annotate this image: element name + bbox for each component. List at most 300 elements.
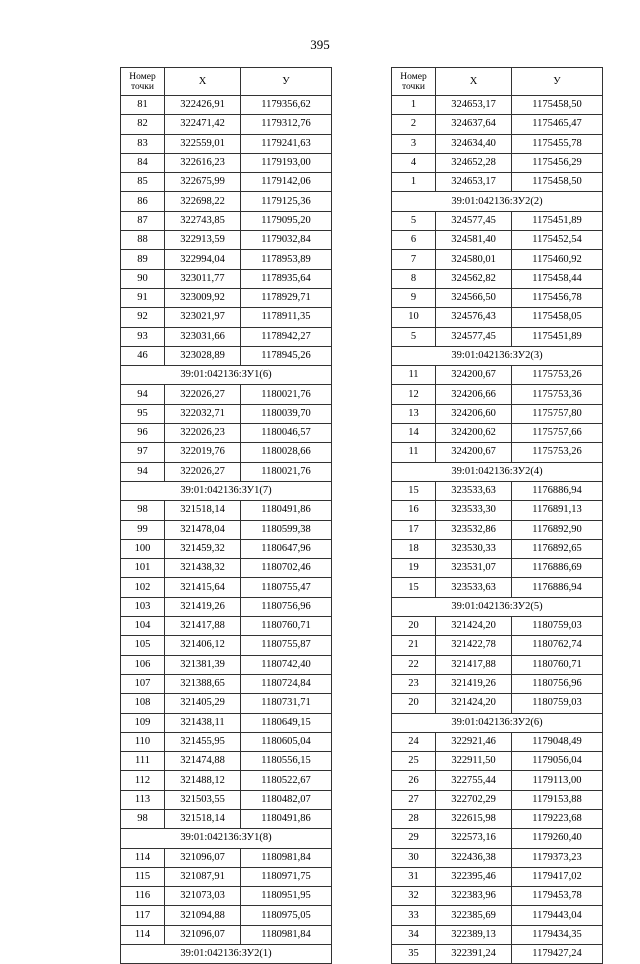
table-row [121,887,332,906]
point-number-cell: 19 [392,559,436,578]
y-coordinate-cell: 1178942,27 [241,327,332,346]
y-coordinate-cell: 1180755,47 [241,578,332,597]
point-number-cell: 34 [392,925,436,944]
table-row [121,713,332,732]
section-row [121,829,332,848]
x-coordinate-cell: 323009,92 [165,288,241,307]
x-coordinate-cell: 324637,64 [436,115,512,134]
x-coordinate-cell: 324200,62 [436,424,512,443]
point-number-cell: 26 [392,771,436,790]
y-coordinate-cell: 1179417,02 [512,867,603,886]
table-header-row [121,68,332,96]
x-coordinate-cell: 321518,14 [165,809,241,828]
y-coordinate-cell: 1180759,03 [512,617,603,636]
x-coordinate-cell: 321388,65 [165,674,241,693]
table-row [392,771,603,790]
table-row [121,192,332,211]
y-coordinate-cell: 1180756,96 [241,597,332,616]
table-row [121,539,332,558]
header-y: У [512,68,603,96]
table-row [121,771,332,790]
x-coordinate-cell: 321381,39 [165,655,241,674]
x-coordinate-cell: 324577,45 [436,211,512,230]
point-number-cell: 114 [121,848,165,867]
table-row [121,906,332,925]
y-coordinate-cell: 1175757,80 [512,404,603,423]
table-row [121,867,332,886]
x-coordinate-cell: 321488,12 [165,771,241,790]
x-coordinate-cell: 323532,86 [436,520,512,539]
point-number-cell: 21 [392,636,436,655]
table-row [121,288,332,307]
y-coordinate-cell: 1179373,23 [512,848,603,867]
y-coordinate-cell: 1180756,96 [512,674,603,693]
y-coordinate-cell: 1179125,36 [241,192,332,211]
table-row [392,173,603,192]
y-coordinate-cell: 1180724,84 [241,674,332,693]
x-coordinate-cell: 321478,04 [165,520,241,539]
table-row [121,153,332,172]
x-coordinate-cell: 324653,17 [436,96,512,115]
x-coordinate-cell: 321415,64 [165,578,241,597]
table-row [121,424,332,443]
table-header-row [392,68,603,96]
x-coordinate-cell: 322913,59 [165,231,241,250]
table-row [392,231,603,250]
x-coordinate-cell: 321474,88 [165,752,241,771]
y-coordinate-cell: 1180649,15 [241,713,332,732]
x-coordinate-cell: 322026,27 [165,385,241,404]
point-number-cell: 31 [392,867,436,886]
point-number-cell: 112 [121,771,165,790]
x-coordinate-cell: 322698,22 [165,192,241,211]
y-coordinate-cell: 1179142,06 [241,173,332,192]
x-coordinate-cell: 322471,42 [165,115,241,134]
y-coordinate-cell: 1180021,76 [241,385,332,404]
x-coordinate-cell: 322755,44 [436,771,512,790]
point-number-cell: 99 [121,520,165,539]
y-coordinate-cell: 1180755,87 [241,636,332,655]
y-coordinate-cell: 1176886,69 [512,559,603,578]
y-coordinate-cell: 1176892,65 [512,539,603,558]
point-number-cell: 100 [121,539,165,558]
x-coordinate-cell: 321438,32 [165,559,241,578]
table-row [392,732,603,751]
x-coordinate-cell: 321419,26 [165,597,241,616]
x-coordinate-cell: 322383,96 [436,887,512,906]
y-coordinate-cell: 1179241,63 [241,134,332,153]
table-row [392,481,603,500]
table-row [392,887,603,906]
point-number-cell: 102 [121,578,165,597]
table-row [392,153,603,172]
section-row [121,481,332,500]
table-row [392,288,603,307]
point-number-cell: 14 [392,424,436,443]
x-coordinate-cell: 321096,07 [165,925,241,944]
y-coordinate-cell: 1180742,40 [241,655,332,674]
y-coordinate-cell: 1175456,78 [512,288,603,307]
y-coordinate-cell: 1180951,95 [241,887,332,906]
y-coordinate-cell: 1179223,68 [512,809,603,828]
point-number-cell: 2 [392,115,436,134]
x-coordinate-cell: 322032,71 [165,404,241,423]
table-row [392,539,603,558]
x-coordinate-cell: 324576,43 [436,308,512,327]
table-row [392,96,603,115]
section-label: 39:01:042136:ЗУ2(3) [392,346,603,365]
point-number-cell: 4 [392,153,436,172]
point-number-cell: 92 [121,308,165,327]
x-coordinate-cell: 322019,76 [165,443,241,462]
y-coordinate-cell: 1180760,71 [241,617,332,636]
x-coordinate-cell: 321087,91 [165,867,241,886]
point-number-cell: 22 [392,655,436,674]
x-coordinate-cell: 322559,01 [165,134,241,153]
point-number-cell: 110 [121,732,165,751]
table-row [392,385,603,404]
y-coordinate-cell: 1179427,24 [512,945,603,964]
point-number-cell: 84 [121,153,165,172]
table-row [121,96,332,115]
table-row [392,829,603,848]
y-coordinate-cell: 1180028,66 [241,443,332,462]
x-coordinate-cell: 322391,24 [436,945,512,964]
point-number-cell: 104 [121,617,165,636]
x-coordinate-cell: 324581,40 [436,231,512,250]
x-coordinate-cell: 324562,82 [436,269,512,288]
table-row [392,809,603,828]
y-coordinate-cell: 1180491,86 [241,501,332,520]
point-number-cell: 95 [121,404,165,423]
y-coordinate-cell: 1175458,50 [512,96,603,115]
x-coordinate-cell: 324580,01 [436,250,512,269]
point-number-cell: 16 [392,501,436,520]
x-coordinate-cell: 321406,12 [165,636,241,655]
y-coordinate-cell: 1175452,54 [512,231,603,250]
table-row [392,906,603,925]
y-coordinate-cell: 1176892,90 [512,520,603,539]
x-coordinate-cell: 323531,07 [436,559,512,578]
table-row [392,752,603,771]
section-row [392,346,603,365]
point-number-cell: 15 [392,578,436,597]
table-row [392,327,603,346]
point-number-cell: 1 [392,96,436,115]
x-coordinate-cell: 321503,55 [165,790,241,809]
y-coordinate-cell: 1178911,35 [241,308,332,327]
x-coordinate-cell: 323031,66 [165,327,241,346]
table-row [392,790,603,809]
y-coordinate-cell: 1179113,00 [512,771,603,790]
point-number-cell: 25 [392,752,436,771]
point-number-cell: 94 [121,385,165,404]
point-number-cell: 90 [121,269,165,288]
y-coordinate-cell: 1175458,50 [512,173,603,192]
table-row [121,250,332,269]
y-coordinate-cell: 1179048,49 [512,732,603,751]
x-coordinate-cell: 321424,20 [436,617,512,636]
table-row [121,346,332,365]
table-row [121,617,332,636]
x-coordinate-cell: 323530,33 [436,539,512,558]
x-coordinate-cell: 323533,63 [436,578,512,597]
x-coordinate-cell: 322675,99 [165,173,241,192]
y-coordinate-cell: 1179443,04 [512,906,603,925]
point-number-cell: 35 [392,945,436,964]
y-coordinate-cell: 1175753,36 [512,385,603,404]
point-number-cell: 111 [121,752,165,771]
y-coordinate-cell: 1180605,04 [241,732,332,751]
y-coordinate-cell: 1176891,13 [512,501,603,520]
y-coordinate-cell: 1175458,05 [512,308,603,327]
y-coordinate-cell: 1179193,00 [241,153,332,172]
y-coordinate-cell: 1178929,71 [241,288,332,307]
y-coordinate-cell: 1180760,71 [512,655,603,674]
point-number-cell: 24 [392,732,436,751]
x-coordinate-cell: 322573,16 [436,829,512,848]
x-coordinate-cell: 322994,04 [165,250,241,269]
y-coordinate-cell: 1175455,78 [512,134,603,153]
x-coordinate-cell: 323533,30 [436,501,512,520]
table-row [121,790,332,809]
table-row [121,848,332,867]
table-row [392,655,603,674]
y-coordinate-cell: 1176886,94 [512,481,603,500]
table-row [392,443,603,462]
x-coordinate-cell: 322616,23 [165,153,241,172]
point-number-cell: 5 [392,327,436,346]
table-row [392,269,603,288]
point-number-cell: 13 [392,404,436,423]
header-y: У [241,68,332,96]
section-label: 39:01:042136:ЗУ2(5) [392,597,603,616]
point-number-cell: 30 [392,848,436,867]
x-coordinate-cell: 322615,98 [436,809,512,828]
point-number-cell: 117 [121,906,165,925]
point-number-cell: 107 [121,674,165,693]
x-coordinate-cell: 324200,67 [436,366,512,385]
y-coordinate-cell: 1179312,76 [241,115,332,134]
point-number-cell: 33 [392,906,436,925]
table-row [392,211,603,230]
x-coordinate-cell: 322026,27 [165,462,241,481]
x-coordinate-cell: 321096,07 [165,848,241,867]
y-coordinate-cell: 1180759,03 [512,694,603,713]
point-number-cell: 116 [121,887,165,906]
y-coordinate-cell: 1180762,74 [512,636,603,655]
point-number-cell: 20 [392,694,436,713]
table-row [121,462,332,481]
point-number-cell: 106 [121,655,165,674]
coordinates-table-right [391,67,603,964]
y-coordinate-cell: 1180702,46 [241,559,332,578]
y-coordinate-cell: 1180021,76 [241,462,332,481]
x-coordinate-cell: 324652,28 [436,153,512,172]
table-row [121,655,332,674]
table-row [121,752,332,771]
section-row [392,192,603,211]
x-coordinate-cell: 321417,88 [436,655,512,674]
x-coordinate-cell: 322702,29 [436,790,512,809]
table-row [121,308,332,327]
x-coordinate-cell: 324577,45 [436,327,512,346]
y-coordinate-cell: 1179095,20 [241,211,332,230]
x-coordinate-cell: 322426,91 [165,96,241,115]
point-number-cell: 20 [392,617,436,636]
x-coordinate-cell: 323011,77 [165,269,241,288]
point-number-cell: 17 [392,520,436,539]
x-coordinate-cell: 321405,29 [165,694,241,713]
table-row [121,385,332,404]
table-row [392,674,603,693]
table-row [121,694,332,713]
table-row [121,925,332,944]
point-number-cell: 101 [121,559,165,578]
point-number-cell: 27 [392,790,436,809]
x-coordinate-cell: 321424,20 [436,694,512,713]
point-number-cell: 11 [392,443,436,462]
section-row [121,366,332,385]
point-number-cell: 9 [392,288,436,307]
point-number-cell: 12 [392,385,436,404]
point-number-cell: 23 [392,674,436,693]
table-row [121,327,332,346]
section-row [392,597,603,616]
y-coordinate-cell: 1180046,57 [241,424,332,443]
point-number-cell: 108 [121,694,165,713]
point-number-cell: 94 [121,462,165,481]
y-coordinate-cell: 1178953,89 [241,250,332,269]
point-number-cell: 109 [121,713,165,732]
y-coordinate-cell: 1180971,75 [241,867,332,886]
y-coordinate-cell: 1179032,84 [241,231,332,250]
table-row [121,559,332,578]
y-coordinate-cell: 1175451,89 [512,211,603,230]
x-coordinate-cell: 323021,97 [165,308,241,327]
y-coordinate-cell: 1176886,94 [512,578,603,597]
table-row [392,945,603,964]
y-coordinate-cell: 1180975,05 [241,906,332,925]
y-coordinate-cell: 1175465,47 [512,115,603,134]
y-coordinate-cell: 1179453,78 [512,887,603,906]
y-coordinate-cell: 1180981,84 [241,848,332,867]
y-coordinate-cell: 1179056,04 [512,752,603,771]
point-number-cell: 85 [121,173,165,192]
point-number-cell: 98 [121,501,165,520]
point-number-cell: 46 [121,346,165,365]
point-number-cell: 88 [121,231,165,250]
table-row [121,404,332,423]
x-coordinate-cell: 321094,88 [165,906,241,925]
x-coordinate-cell: 323533,63 [436,481,512,500]
x-coordinate-cell: 324634,40 [436,134,512,153]
y-coordinate-cell: 1175753,26 [512,366,603,385]
table-row [121,501,332,520]
point-number-cell: 103 [121,597,165,616]
point-number-cell: 3 [392,134,436,153]
x-coordinate-cell: 324206,66 [436,385,512,404]
table-row [392,559,603,578]
point-number-cell: 1 [392,173,436,192]
point-number-cell: 29 [392,829,436,848]
y-coordinate-cell: 1180491,86 [241,809,332,828]
section-label: 39:01:042136:ЗУ1(8) [121,829,332,848]
section-label: 39:01:042136:ЗУ2(2) [392,192,603,211]
x-coordinate-cell: 322921,46 [436,732,512,751]
point-number-cell: 10 [392,308,436,327]
point-number-cell: 86 [121,192,165,211]
point-number-cell: 82 [121,115,165,134]
header-point-number: Номер точки [121,68,165,96]
point-number-cell: 89 [121,250,165,269]
table-row [121,211,332,230]
point-number-cell: 18 [392,539,436,558]
table-row [392,134,603,153]
table-row [392,694,603,713]
y-coordinate-cell: 1179260,40 [512,829,603,848]
point-number-cell: 97 [121,443,165,462]
y-coordinate-cell: 1180599,38 [241,520,332,539]
table-row [392,578,603,597]
x-coordinate-cell: 321518,14 [165,501,241,520]
y-coordinate-cell: 1175753,26 [512,443,603,462]
x-coordinate-cell: 321419,26 [436,674,512,693]
point-number-cell: 5 [392,211,436,230]
x-coordinate-cell: 324200,67 [436,443,512,462]
x-coordinate-cell: 321455,95 [165,732,241,751]
y-coordinate-cell: 1179434,35 [512,925,603,944]
table-row [392,925,603,944]
point-number-cell: 114 [121,925,165,944]
y-coordinate-cell: 1178945,26 [241,346,332,365]
y-coordinate-cell: 1180482,07 [241,790,332,809]
x-coordinate-cell: 322436,38 [436,848,512,867]
table-row [121,597,332,616]
y-coordinate-cell: 1180039,70 [241,404,332,423]
x-coordinate-cell: 324566,50 [436,288,512,307]
x-coordinate-cell: 324206,60 [436,404,512,423]
header-x: Х [165,68,241,96]
point-number-cell: 11 [392,366,436,385]
point-number-cell: 8 [392,269,436,288]
point-number-cell: 7 [392,250,436,269]
x-coordinate-cell: 321417,88 [165,617,241,636]
y-coordinate-cell: 1175757,66 [512,424,603,443]
table-row [121,115,332,134]
x-coordinate-cell: 322389,13 [436,925,512,944]
x-coordinate-cell: 322026,23 [165,424,241,443]
x-coordinate-cell: 321422,78 [436,636,512,655]
table-row [121,636,332,655]
y-coordinate-cell: 1178935,64 [241,269,332,288]
table-row [392,115,603,134]
x-coordinate-cell: 322395,46 [436,867,512,886]
table-row [121,443,332,462]
point-number-cell: 28 [392,809,436,828]
point-number-cell: 87 [121,211,165,230]
y-coordinate-cell: 1180647,96 [241,539,332,558]
point-number-cell: 113 [121,790,165,809]
point-number-cell: 105 [121,636,165,655]
point-number-cell: 96 [121,424,165,443]
table-row [121,134,332,153]
section-row [392,462,603,481]
y-coordinate-cell: 1175460,92 [512,250,603,269]
table-row [121,173,332,192]
section-label: 39:01:042136:ЗУ2(4) [392,462,603,481]
y-coordinate-cell: 1179153,88 [512,790,603,809]
